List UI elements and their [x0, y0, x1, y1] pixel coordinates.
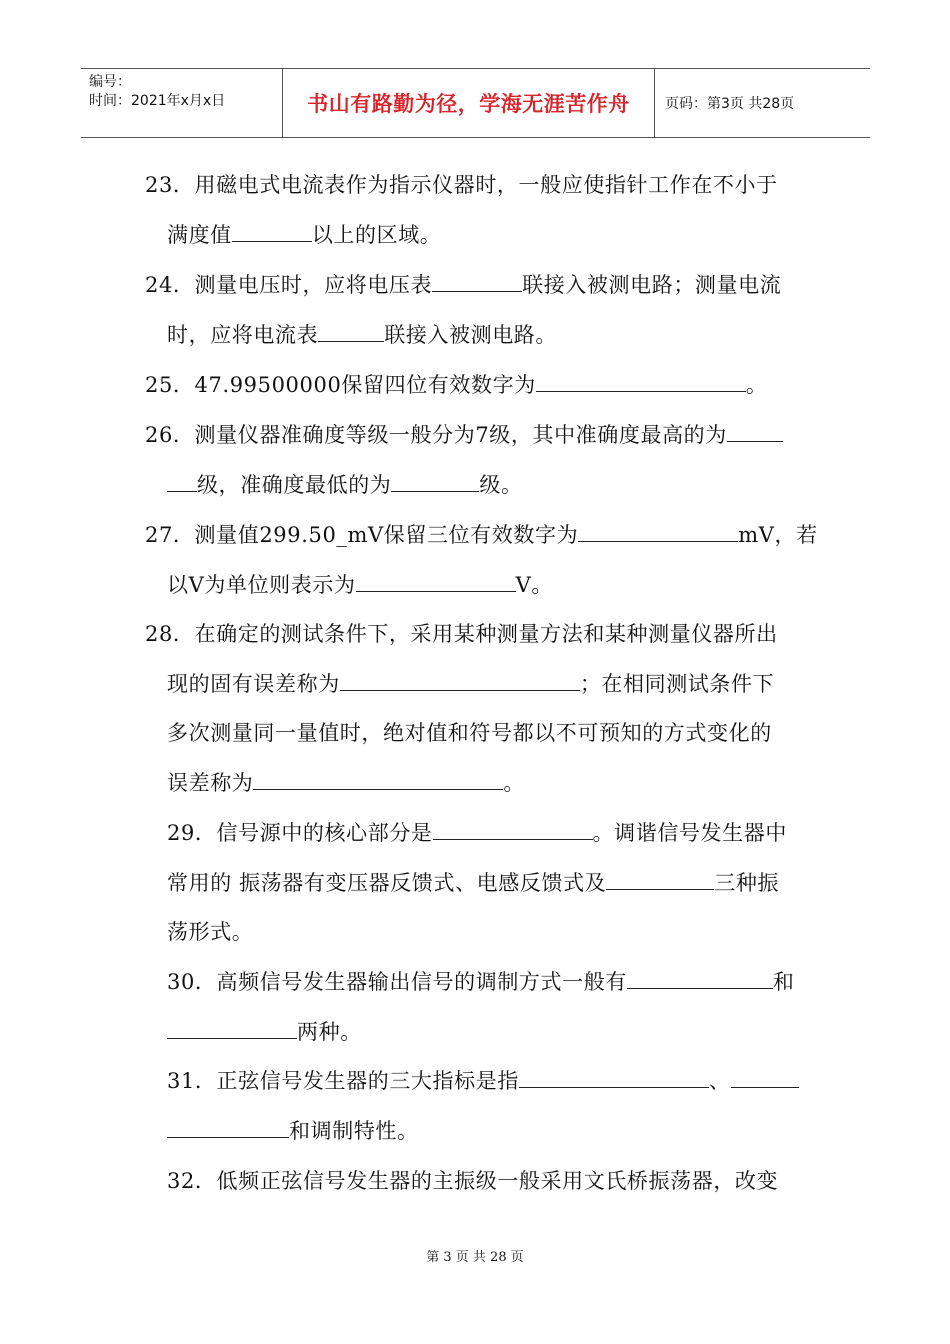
answer-blank — [727, 421, 783, 442]
question-text: 30．高频信号发生器输出信号的调制方式一般有 — [167, 970, 627, 994]
motto-text: 书山有路勤为径，学海无涯苦作舟 — [307, 92, 630, 116]
q29-line-1 — [167, 818, 787, 848]
question-text: 多次测量同一量值时，绝对值和符号都以不可预知的方式变化的 — [167, 721, 772, 745]
question-text: 误差称为 — [167, 771, 254, 795]
serial-label: 编号： — [89, 74, 131, 90]
q27-line-2 — [167, 570, 553, 600]
q30-line-2 — [167, 1017, 362, 1047]
question-text: 联接入被测电路。 — [384, 323, 558, 347]
question-text: 现的固有误差称为 — [167, 672, 340, 696]
q24-line-1 — [145, 270, 781, 300]
q29-line-2 — [167, 868, 779, 898]
q23-line-1 — [145, 170, 778, 200]
question-text: mV，若 — [738, 523, 818, 547]
page-header — [81, 68, 870, 138]
page-info-text: 页码：第3页 共28页 — [665, 96, 795, 112]
answer-blank — [167, 1117, 289, 1138]
question-text: 三种振 — [714, 871, 780, 895]
answer-blank — [627, 968, 773, 989]
question-text: 满度值 — [167, 223, 232, 247]
question-text: V。 — [515, 573, 553, 597]
question-text: 28．在确定的测试条件下，采用某种测量方法和某种测量仪器所出 — [145, 622, 778, 646]
answer-blank — [433, 819, 593, 840]
question-text: 25．47.99500000保留四位有效数字为 — [145, 373, 536, 397]
question-text: 、 — [708, 1069, 731, 1093]
answer-blank — [232, 221, 312, 242]
answer-blank — [318, 321, 384, 342]
question-text: 联接入被测电路；测量电流 — [522, 273, 782, 297]
footer-page-number: 第 3 页 共 28 页 — [426, 1250, 524, 1265]
answer-blank — [391, 471, 479, 492]
answer-blank — [536, 371, 746, 392]
answer-blank — [519, 1067, 709, 1088]
q30-line-1 — [167, 967, 795, 997]
question-text: 。调谐信号发生器中 — [592, 821, 787, 845]
question-text: 32．低频正弦信号发生器的主振级一般采用文氏桥振荡器，改变 — [167, 1169, 779, 1193]
answer-blank — [356, 571, 516, 592]
time-label: 时间：2021年x月x日 — [89, 93, 226, 109]
question-text: 和 — [772, 970, 795, 994]
answer-blank — [606, 869, 714, 890]
q28-line-2 — [167, 669, 774, 699]
q31-line-2 — [167, 1116, 419, 1146]
question-text: 时，应将电流表 — [167, 323, 319, 347]
q29-line-3 — [167, 917, 253, 947]
q28-line-3 — [167, 718, 772, 748]
q31-line-1 — [167, 1066, 799, 1096]
header-motto-cell — [283, 69, 655, 137]
header-meta — [81, 69, 283, 137]
q24-line-2 — [167, 320, 557, 350]
question-text: 级，准确度最低的为 — [197, 473, 392, 497]
page-footer — [0, 1246, 950, 1265]
question-text: 两种。 — [297, 1020, 362, 1044]
question-text: 级。 — [479, 473, 523, 497]
question-text: 26．测量仪器准确度等级一般分为7级，其中准确度最高的为 — [145, 423, 727, 447]
answer-blank — [253, 769, 503, 790]
q23-line-2 — [167, 220, 441, 250]
header-page-info — [655, 69, 870, 137]
q32-line-1 — [167, 1166, 778, 1196]
question-text: 。 — [745, 373, 768, 397]
answer-blank — [731, 1067, 799, 1088]
question-text: 以上的区域。 — [311, 223, 442, 247]
q25-line-1 — [145, 370, 767, 400]
q26-line-2 — [167, 470, 523, 500]
question-text: 以V为单位则表示为 — [167, 573, 356, 597]
question-text: ；在相同测试条件下 — [579, 672, 775, 696]
answer-blank — [432, 271, 522, 292]
question-text: 和调制特性。 — [289, 1119, 419, 1143]
q26-line-1 — [145, 420, 783, 450]
question-text: 荡形式。 — [167, 920, 254, 944]
question-text: 23．用磁电式电流表作为指示仪器时，一般应使指针工作在不小于 — [145, 173, 778, 197]
question-text: 。 — [503, 771, 526, 795]
answer-blank — [340, 670, 580, 691]
question-text: 24．测量电压时，应将电压表 — [145, 273, 433, 297]
q27-line-1 — [145, 520, 818, 550]
q28-line-4 — [167, 768, 525, 798]
answer-blank — [167, 471, 197, 492]
question-text: 27．测量值299.50_mV保留三位有效数字为 — [145, 523, 579, 547]
question-text: 29．信号源中的核心部分是 — [167, 821, 433, 845]
question-text: 31．正弦信号发生器的三大指标是指 — [167, 1069, 519, 1093]
answer-blank — [578, 521, 738, 542]
q28-line-1 — [145, 619, 778, 649]
question-text: 常用的 振荡器有变压器反馈式、电感反馈式及 — [167, 871, 607, 895]
answer-blank — [167, 1018, 297, 1039]
